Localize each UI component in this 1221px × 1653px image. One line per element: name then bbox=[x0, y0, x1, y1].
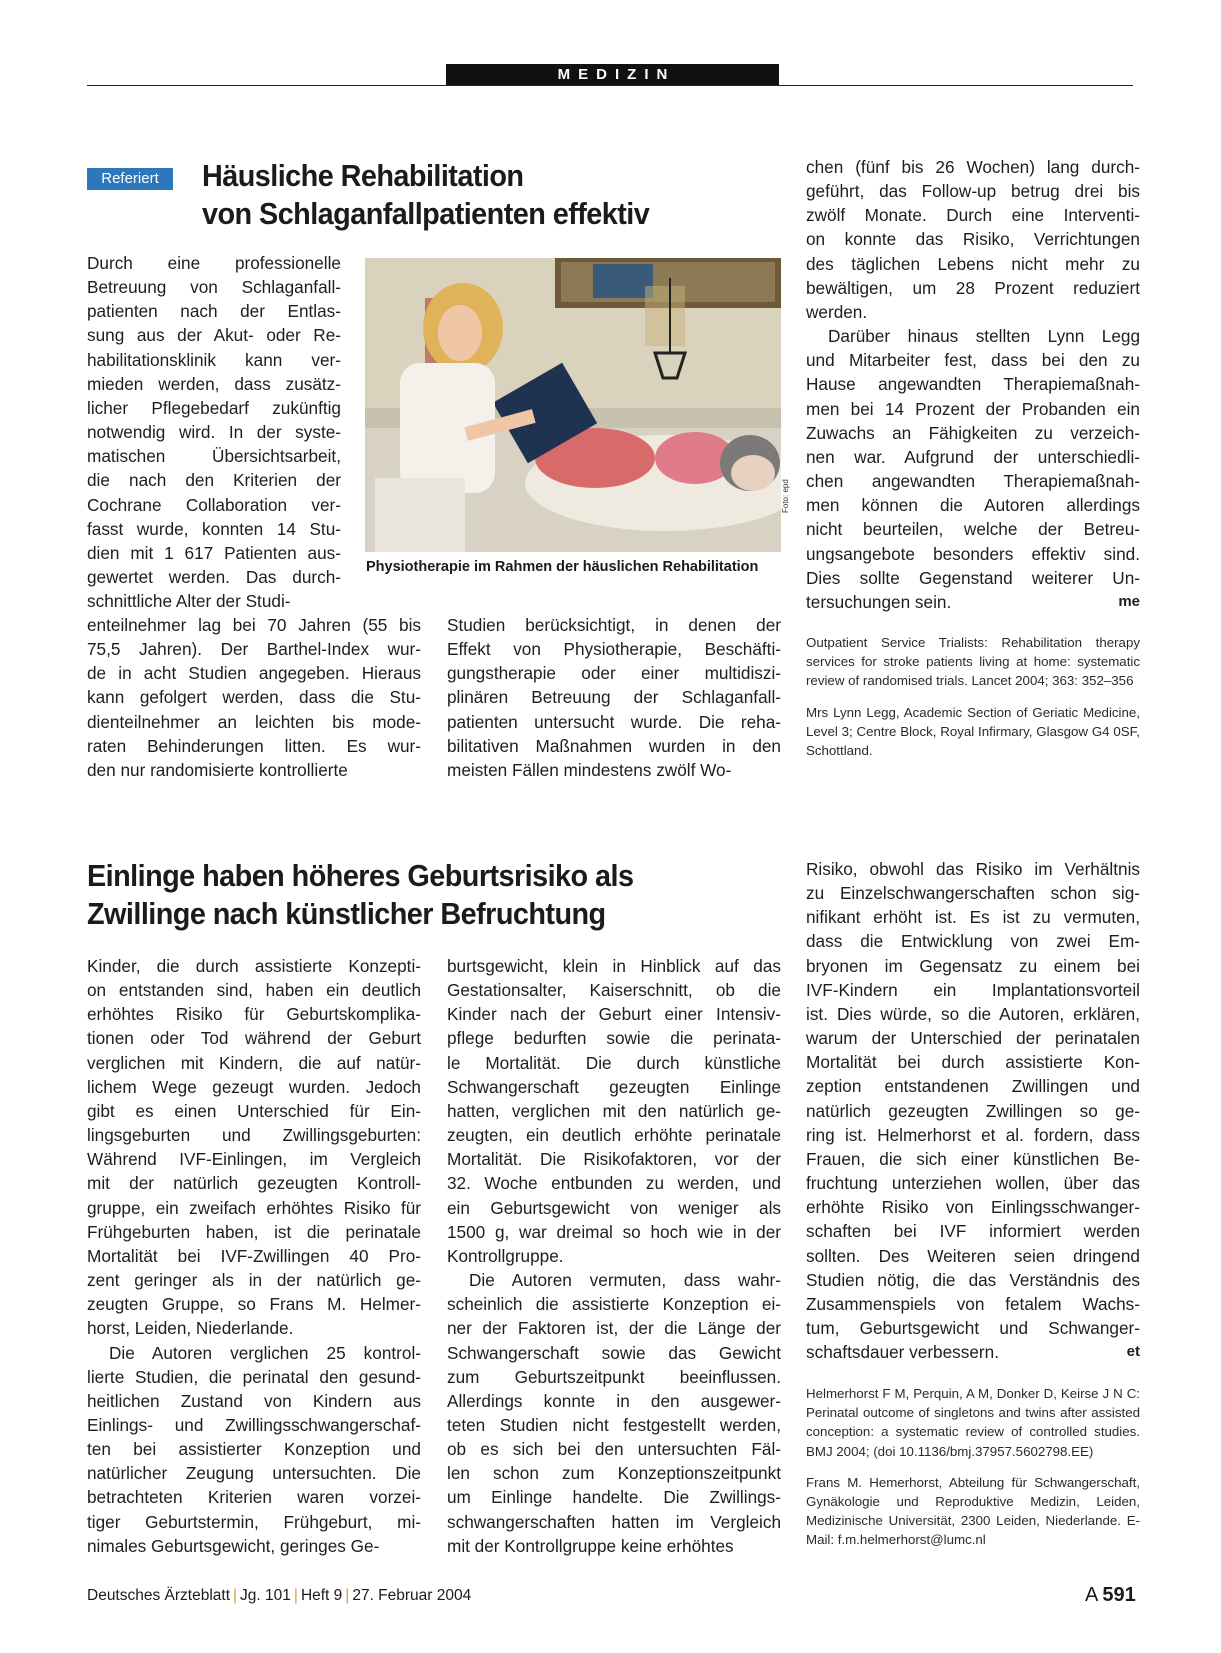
text-line: nen war. Aufgrund der unterschiedli- bbox=[806, 446, 1140, 467]
text-line: IVF-Kindern ein Implantationsvorteil bbox=[806, 979, 1140, 1000]
article1-col3-p2 bbox=[806, 324, 1140, 614]
text-line: Risiko, obwohl das Risiko im Verhältnis bbox=[806, 859, 1140, 879]
text-line: zent geringer als in der natürlich ge- bbox=[87, 1270, 421, 1291]
text-line: lierte Studien, die perinatal den gesund- bbox=[87, 1366, 421, 1387]
text-line: Dies sollte Gegenstand weiterer Un- bbox=[806, 567, 1140, 588]
text-line: chen (fünf bis 26 Wochen) lang durch- bbox=[806, 157, 1140, 177]
text-line: dienteilnehmer an leichten bis mode- bbox=[87, 711, 421, 732]
article2-title: Einlinge haben höheres Geburtsrisiko als Zwillinge nach künstlicher Befruchtung bbox=[87, 858, 634, 931]
article2-col3 bbox=[806, 857, 1140, 1364]
section-label: MEDIZIN bbox=[446, 64, 779, 85]
article1-col2 bbox=[447, 613, 781, 782]
text-line: erhöhte Risiko von Einlingsschwanger- bbox=[806, 1197, 1140, 1218]
text-line: dien mit 1 617 Patienten aus- bbox=[87, 542, 341, 563]
text-line: on entstanden sind, haben ein deutlich bbox=[87, 980, 421, 1001]
text-line: Die Autoren vermuten, dass wahr- bbox=[469, 1270, 781, 1291]
text-line: Die Autoren verglichen 25 kontrol- bbox=[109, 1342, 421, 1363]
text-line: nimales Geburtsgewicht, geringes Ge- bbox=[87, 1535, 380, 1556]
text-line: natürlicher Zeugung untersuchten. Die bbox=[87, 1463, 421, 1484]
referiert-badge: Referiert bbox=[87, 168, 173, 190]
article2-col2-p1 bbox=[447, 954, 781, 1268]
article1-title: Häusliche Rehabilitation von Schlaganfallpatienten effektiv bbox=[202, 158, 650, 231]
text-line: enteilnehmer lag bei 70 Jahren (55 bis bbox=[87, 615, 421, 635]
article2-col2 bbox=[447, 954, 781, 1558]
text-line: mit der natürlich gezeugten Kontroll- bbox=[87, 1173, 421, 1194]
text-line: Effekt von Physiotherapie, Beschäfti- bbox=[447, 639, 781, 660]
text-line: ob es sich bei den untersuchten Fäl- bbox=[447, 1439, 781, 1460]
text-line: lichem Wege gezeugt wurden. Jedoch bbox=[87, 1076, 421, 1097]
journal-name: Deutsches Ärzteblatt bbox=[87, 1587, 231, 1604]
text-line: gruppe, ein zweifach erhöhtes Risiko für bbox=[87, 1197, 421, 1218]
text-line: Studien nötig, die das Verständnis des bbox=[806, 1269, 1140, 1290]
text-line: den nur randomisierte kontrollierte bbox=[87, 759, 348, 780]
text-line: mieden werden, dass zusätz- bbox=[87, 373, 341, 394]
article1-col3 bbox=[806, 155, 1140, 614]
text-line: und Mitarbeiter fest, dass bei den zu bbox=[806, 350, 1140, 371]
text-line: patienten untersucht wurde. Die reha- bbox=[447, 711, 781, 732]
text-line: geführt, das Follow-up betrug drei bis bbox=[806, 181, 1140, 202]
text-line: burtsgewicht, klein in Hinblick auf das bbox=[447, 956, 781, 976]
text-line: Cochrane Collaboration ver- bbox=[87, 494, 341, 515]
footer-separator: | bbox=[233, 1587, 238, 1604]
text-line: warum der Unterschied der perinatalen bbox=[806, 1028, 1140, 1049]
text-line: zu Einzelschwangerschaften schon sig- bbox=[806, 883, 1140, 904]
page-footer bbox=[87, 1587, 471, 1605]
text-line: bewältigen, um 28 Prozent reduziert bbox=[806, 277, 1140, 298]
text-line: tionen oder Tod während der Geburt bbox=[87, 1028, 421, 1049]
text-line: schaften bei IVF informiert werden bbox=[806, 1221, 1140, 1242]
text-line: fruchtung unterziehen wollen, über das bbox=[806, 1173, 1140, 1194]
article2-author-address: Frans M. Hemerhorst, Abteilung für Schwangerschaft, Gynäkologie und Reproduktive Medizin, Leiden, Medizinische Universität, 2300 Leiden, Niederlande. E-Mail: f.m.helmerhorst@lumc.nl bbox=[806, 1474, 1140, 1548]
text-line: men bei 14 Prozent der Probanden ein bbox=[806, 398, 1140, 419]
text-line: Zuwachs an Fähigkeiten zu verzeich- bbox=[806, 422, 1140, 443]
article2-col1 bbox=[87, 954, 421, 1558]
text-line: ring ist. Helmerhorst et al. fordern, dass bbox=[806, 1124, 1140, 1145]
text-line: zwölf Monate. Durch eine Interventi- bbox=[806, 205, 1140, 226]
text-line: tersuchungen sein. me bbox=[806, 590, 1140, 614]
text-line: tum, Geburtsgewicht und Schwanger- bbox=[806, 1317, 1140, 1338]
text-line: scheinlich die assistierte Konzeption ei- bbox=[447, 1294, 781, 1315]
author-signature: me bbox=[1118, 592, 1140, 610]
text-line: Durch eine professionelle bbox=[87, 253, 341, 273]
journal-issue: Heft 9 bbox=[300, 1587, 343, 1604]
footer-separator: | bbox=[345, 1587, 350, 1604]
page-number: A 591 bbox=[1085, 1584, 1136, 1606]
text-line: tiger Geburtstermin, Frühgeburt, mi- bbox=[87, 1511, 421, 1532]
text-line: sung aus der Akut- oder Re- bbox=[87, 325, 341, 346]
text-line: Mortalität bei durch assistierte Kon- bbox=[806, 1052, 1140, 1073]
text-line: gewertet werden. Das durch- bbox=[87, 567, 341, 588]
text-line: ist. Dies würde, so die Autoren, erklären, bbox=[806, 1003, 1140, 1024]
text-line: gibt es einen Unterschied für Ein- bbox=[87, 1100, 421, 1121]
text-line: le Mortalität. Die durch künstliche bbox=[447, 1052, 781, 1073]
text-line: pflege bedurften sowie die perinata- bbox=[447, 1028, 781, 1049]
text-line: sollten. Des Weiteren seien dringend bbox=[806, 1245, 1140, 1266]
text-line: Kinder, die durch assistierte Konzepti- bbox=[87, 956, 421, 976]
author-signature: et bbox=[1126, 1343, 1140, 1361]
photo-credit: Foto: epd bbox=[781, 479, 790, 513]
text-line: ungsangebote besonders effektiv sind. bbox=[806, 543, 1140, 564]
text-line: Kontrollgruppe. bbox=[447, 1245, 564, 1266]
article1-references bbox=[806, 633, 1140, 772]
text-line: Zusammenspiels von fetalem Wachs- bbox=[806, 1293, 1140, 1314]
text-line: zeugten Gruppe, so Frans M. Helmer- bbox=[87, 1294, 421, 1315]
text-line: Frühgeburten haben, ist die perinatale bbox=[87, 1221, 421, 1242]
article2-reference: Helmerhorst F M, Perquin, A M, Donker D, Keirse J N C: Perinatal outcome of singletons and twins after assisted conception: a systematic review of controlled studies. BMJ 2004; (doi 10.1136/bmj.37957.5602798.EE) bbox=[806, 1386, 1140, 1459]
text-line: kann gefolgert werden, dass die Stu- bbox=[87, 687, 421, 708]
text-line: bryonen im Gegensatz zu einem bei bbox=[806, 955, 1140, 976]
journal-volume: Jg. 101 bbox=[240, 1587, 291, 1604]
article2-col3-p1 bbox=[806, 857, 1140, 1364]
text-line: bilitativen Maßnahmen wurden in den bbox=[447, 735, 781, 756]
article1-col1-bottom bbox=[87, 613, 421, 782]
text-line: habilitationsklinik kann ver- bbox=[87, 349, 341, 370]
text-line: Darüber hinaus stellten Lynn Legg bbox=[828, 326, 1140, 347]
text-line: chen angewandten Therapiemaßnah- bbox=[806, 471, 1140, 492]
text-line: on konnte das Risiko, Verrichtungen bbox=[806, 229, 1140, 250]
article1-author-address: Mrs Lynn Legg, Academic Section of Geriatic Medicine, Level 3; Centre Block, Royal Infirmary, Glasgow G4 0SF, Schottland. bbox=[806, 704, 1140, 759]
text-line: 75,5 Jahren). Der Barthel-Index wur- bbox=[87, 639, 421, 660]
text-line: men können die Autoren allerdings bbox=[806, 495, 1140, 516]
text-line: meisten Fällen mindestens zwölf Wo- bbox=[447, 759, 732, 780]
text-line: gungstherapie oder einer multidiszi- bbox=[447, 663, 781, 684]
text-line: ner der Faktoren ist, der die Länge der bbox=[447, 1318, 781, 1339]
text-line: schnittliche Alter der Studi- bbox=[87, 591, 291, 612]
text-line: Schwangerschaft sowie das Gewicht bbox=[447, 1342, 781, 1363]
text-line: Kinder nach der Geburt einer Intensiv- bbox=[447, 1004, 781, 1025]
text-line: Schwangerschaft gezeugten Einlinge bbox=[447, 1076, 781, 1097]
text-line: nifikant erhöht ist. Es ist zu vermuten, bbox=[806, 907, 1140, 928]
article1-col1-top bbox=[87, 251, 341, 613]
text-line: plinären Betreuung der Schlaganfall- bbox=[447, 687, 781, 708]
text-line: Allerdings konnte in den ausgewer- bbox=[447, 1390, 781, 1411]
text-line: schaftsdauer verbessern. et bbox=[806, 1340, 1140, 1364]
text-line: die nach den Kriterien der bbox=[87, 470, 341, 491]
text-line: natürlich gezeugten Zwillingen so ge- bbox=[806, 1100, 1140, 1121]
text-line: Hause angewandten Therapiemaßnah- bbox=[806, 374, 1140, 395]
photo-caption: Physiotherapie im Rahmen der häuslichen Rehabilitation bbox=[366, 559, 759, 575]
text-line: 32. Woche entbunden zu werden, und bbox=[447, 1173, 781, 1194]
text-line: nicht beurteilen, welche der Betreu- bbox=[806, 519, 1140, 540]
article1-reference: Outpatient Service Trialists: Rehabilitation therapy services for stroke patients living at home: systematic review of randomised trials. Lancet 2004; 363: 352–356 bbox=[806, 635, 1140, 689]
text-line: notwendig wird. In der syste- bbox=[87, 422, 341, 443]
text-line: matischen Übersichtsarbeit, bbox=[87, 446, 341, 467]
text-line: betrachteten Kriterien waren vorzei- bbox=[87, 1487, 421, 1508]
physiotherapy-photo bbox=[365, 258, 781, 552]
text-line: 1500 g, war dreimal so hoch wie in der bbox=[447, 1221, 781, 1242]
text-line: ten bei assistierter Konzeption und bbox=[87, 1439, 421, 1460]
text-line: Mortalität bei IVF-Zwillingen 40 Pro- bbox=[87, 1245, 421, 1266]
text-line: Frauen, die sich einer künstlichen Be- bbox=[806, 1148, 1140, 1169]
text-line: heitlichen Zustand von Kindern aus bbox=[87, 1390, 421, 1411]
text-line: um Einlinge handelte. Die Zwillings- bbox=[447, 1487, 781, 1508]
journal-date: 27. Februar 2004 bbox=[352, 1587, 472, 1604]
text-line: Gestationsalter, Kaiserschnitt, ob die bbox=[447, 980, 781, 1001]
text-line: zeption entstandenen Zwillingen und bbox=[806, 1076, 1140, 1097]
text-line: raten Behinderungen litten. Es wur- bbox=[87, 735, 421, 756]
text-line: ein Geburtsgewicht von weniger als bbox=[447, 1197, 781, 1218]
footer-separator: | bbox=[293, 1587, 298, 1604]
text-line: fasst wurde, konnten 14 Stu- bbox=[87, 518, 341, 539]
text-line: de in acht Studien angegeben. Hieraus bbox=[87, 663, 421, 684]
text-line: teten Studien nicht festgestellt werden, bbox=[447, 1414, 781, 1435]
text-line: verglichen mit Kindern, die auf natür- bbox=[87, 1052, 421, 1073]
article2-col2-p2 bbox=[447, 1268, 781, 1558]
text-line: Einlings- und Zwillingsschwangerschaf- bbox=[87, 1414, 421, 1435]
text-line: werden. bbox=[806, 301, 868, 322]
article1-col3-p1 bbox=[806, 155, 1140, 324]
text-line: mit der Kontrollgruppe keine erhöhtes bbox=[447, 1535, 734, 1556]
text-line: horst, Leiden, Niederlande. bbox=[87, 1318, 294, 1339]
text-line: hatten, verglichen mit den natürlich ge- bbox=[447, 1100, 781, 1121]
text-line: licher Pflegebedarf zukünftig bbox=[87, 397, 341, 418]
article2-references bbox=[806, 1384, 1140, 1562]
text-line: Studien berücksichtigt, in denen der bbox=[447, 615, 781, 635]
text-line: patienten nach der Entlas- bbox=[87, 301, 341, 322]
header-rule bbox=[87, 85, 1133, 86]
text-line: lingsgeburten und Zwillingsgeburten: bbox=[87, 1125, 421, 1146]
text-line: dass die Entwicklung von zwei Em- bbox=[806, 931, 1140, 952]
text-line: zeugten, ein deutlich erhöhte perinatale bbox=[447, 1125, 781, 1146]
text-line: Während IVF-Einlingen, im Vergleich bbox=[87, 1149, 421, 1170]
text-line: schwangerschaften hatten im Vergleich bbox=[447, 1511, 781, 1532]
article2-col1-p1 bbox=[87, 954, 421, 1341]
text-line: des täglichen Lebens nicht mehr zu bbox=[806, 253, 1140, 274]
text-line: Mortalität. Die Risikofaktoren, vor der bbox=[447, 1149, 781, 1170]
text-line: len schon zum Konzeptionszeitpunkt bbox=[447, 1463, 781, 1484]
text-line: erhöhtes Risiko für Geburtskomplika- bbox=[87, 1004, 421, 1025]
text-line: zum Geburtszeitpunkt beeinflussen. bbox=[447, 1366, 781, 1387]
article2-col1-p2 bbox=[87, 1341, 421, 1558]
text-line: Betreuung von Schlaganfall- bbox=[87, 277, 341, 298]
